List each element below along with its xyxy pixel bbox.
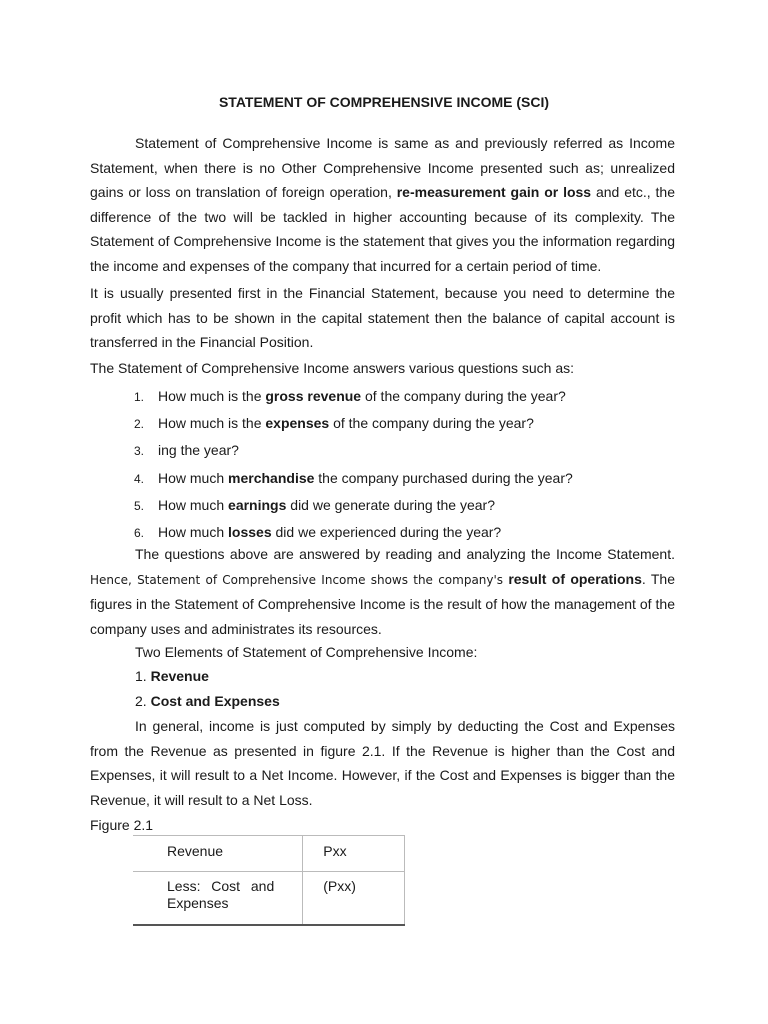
list-item: 1. How much is the gross revenue of the company during the year? (134, 388, 566, 404)
questions-intro: The Statement of Comprehensive Income answers various questions such as: (90, 360, 575, 376)
analysis-text-d: . The figures in the Statement of Comprehensive Income is the result of how the management of the company uses and administrates its resources. (90, 570, 675, 637)
figure-label: Figure 2.1 (90, 817, 154, 833)
element-revenue: 1. Revenue (135, 668, 209, 684)
financial-statement-paragraph: It is usually presented first in the Financial Statement, because you need to determine the profit which has to be shown in the capital statement then the balance of capital account is transferred in the Financial Position. (90, 285, 675, 351)
analysis-paragraph (90, 542, 675, 641)
list-item: 5. How much earnings did we generate during the year? (134, 496, 495, 513)
table-row (133, 872, 405, 926)
table-row (133, 836, 405, 872)
table-cell-item: Revenue (133, 836, 303, 872)
elements-heading: Two Elements of Statement of Comprehensive Income: (135, 644, 478, 660)
table-cell-value: (Pxx) (303, 872, 405, 926)
intro-bold-term: re-measurement gain or loss (396, 184, 592, 201)
figure-table (133, 835, 405, 926)
list-item: 6. How much losses did we experienced during the year? (134, 523, 502, 540)
list-item: 2. How much is the expenses of the company during the year? (134, 415, 534, 432)
intro-text-a: Statement of Comprehensive Income is same as and previously referred as Income Statement, when there is no Other Comprehensive Income presented such as; unrealized gains or loss on translation of foreign operation, (90, 135, 675, 201)
analysis-text-b: Hence, Statement of Comprehensive Income shows the company's (90, 572, 509, 587)
analysis-text-a: The questions above are answered by reading and analyzing the Income Statement. (135, 546, 675, 562)
list-item: 3. ing the year? (134, 442, 239, 459)
table-cell-value: Pxx (303, 836, 405, 872)
intro-paragraph (90, 131, 675, 279)
income-computation-paragraph: In general, income is just computed by simply by deducting the Cost and Expenses from the Revenue as presented in figure 2.1. If the Revenue is higher than the Cost and Expenses, it will result to a Net Income. However, if the Cost and Expenses is bigger than the Revenue, it will result to a Net Loss. (90, 718, 675, 808)
page-title: STATEMENT OF COMPREHENSIVE INCOME (SCI) (218, 94, 550, 110)
list-item: 4. How much merchandise the company purchased during the year? (134, 469, 573, 486)
intro-text-c: and etc., the difference of the two will be tackled in higher accounting because of its complexity. The Statement of Comprehensive Income is the statement that gives you the information regarding the income and expenses of the company that incurred for a certain period of time. (90, 184, 675, 274)
element-cost-expenses: 2. Cost and Expenses (135, 693, 280, 709)
table-cell-item: Less: Cost and Expenses (133, 872, 303, 926)
analysis-bold-term: result of operations (508, 570, 642, 587)
questions-list (134, 383, 573, 546)
